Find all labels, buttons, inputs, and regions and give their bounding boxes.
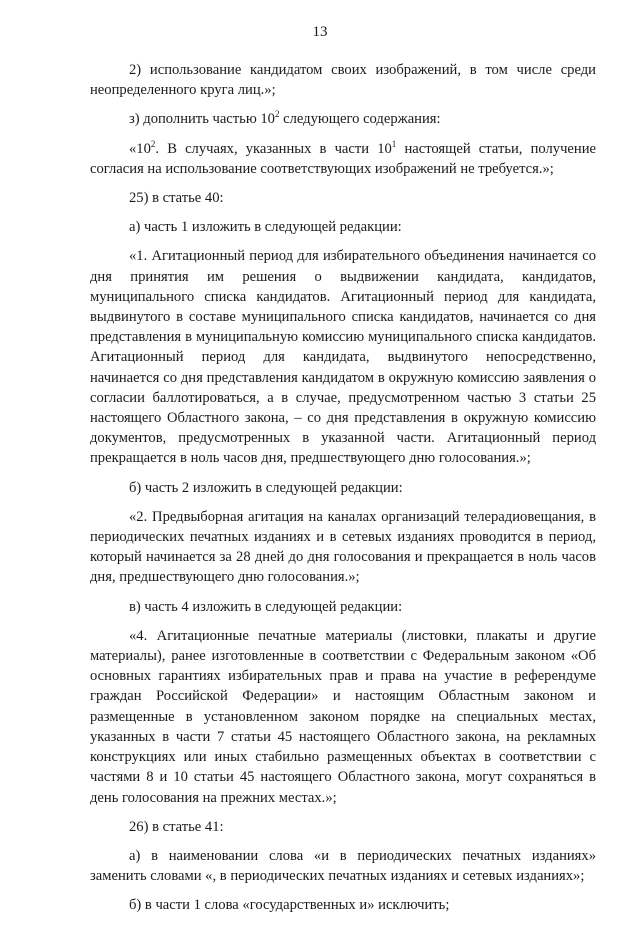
- paragraph-2-text-b: следующего содержания:: [279, 111, 441, 128]
- document-body: [90, 60, 596, 925]
- paragraph-12: а) в наименовании слова «и в периодических печатных изданиях» заменить словами «, в периодических печатных изданиях и сетевых изданиях»;: [90, 847, 596, 885]
- paragraph-3-text-a: «10: [129, 140, 151, 157]
- paragraph-3-text-b: . В случаях, указанных в части 10: [155, 140, 392, 157]
- paragraph-1: 2) использование кандидатом своих изображений, в том числе среди неопределенного круга лиц.»;: [90, 62, 596, 99]
- paragraph-4: 25) в статье 40:: [129, 190, 224, 207]
- superscript: 2: [274, 109, 280, 120]
- paragraph-3: [90, 139, 596, 179]
- paragraph-11: 26) в статье 41:: [129, 818, 224, 835]
- paragraph-8: «2. Предвыборная агитация на каналах организаций телерадиовещания, в периодических печатных изданиях и в сетевых изданиях проводится в период, который начинается за 28 дней до дня голосования и прекращается в ноль часов дня, предшествующего дню голосования.»;: [90, 508, 596, 586]
- page-number: 13: [312, 24, 328, 40]
- paragraph-5: а) часть 1 изложить в следующей редакции:: [129, 219, 402, 236]
- superscript: 1: [391, 138, 397, 149]
- paragraph-6: «1. Агитационный период для избирательного объединения начинается со дня принятия им решения о выдвижении кандидата, кандидатов, муниципального списка кандидатов. Агитационный период для кандидата, выдвинутого в составе муниципального списка кандидатов, начинается со дня представления в муниципальную комиссию муниципального списка кандидатов. Агитационный период для кандидата, выдвинутого непосредственно, начинается со дня представления кандидатом в окружную комиссию заявления о согласии баллотироваться, а в случае, предусмотренном частью 3 статьи 25 настоящего Областного закона, – со дня представления в окружную комиссию документов, предусмотренных в указанной части. Агитационный период прекращается в ноль часов дня, предшествующего дню голосования.»;: [90, 248, 596, 467]
- paragraph-2-text-a: з) дополнить частью 10: [129, 111, 275, 128]
- paragraph-10: «4. Агитационные печатные материалы (листовки, плакаты и другие материалы), ранее изготовленные в соответствии с Федеральным законом «Об основных гарантиях избирательных прав и права на участие в референдуме граждан Российской Федерации» и настоящим Областным законом и размещенные в установленном законом порядке на специальных местах, указанных в части 7 статьи 45 настоящего Областного закона, на рекламных конструкциях или иных стабильно размещенных объектах в соответствии с частями 8 и 10 статьи 45 настоящего Областного закона, могут сохраняться в день голосования на прежних местах.»;: [90, 627, 596, 806]
- paragraph-9: в) часть 4 изложить в следующей редакции:: [129, 598, 403, 615]
- paragraph-3-text-c: настоящей статьи, получение согласия на использование соответствующих изображений не требуется.»;: [90, 140, 596, 177]
- superscript: 2: [150, 138, 156, 149]
- paragraph-2: [90, 109, 596, 129]
- paragraph-13: б) в части 1 слова «государственных и» исключить;: [129, 897, 450, 914]
- paragraph-7: б) часть 2 изложить в следующей редакции:: [129, 479, 403, 496]
